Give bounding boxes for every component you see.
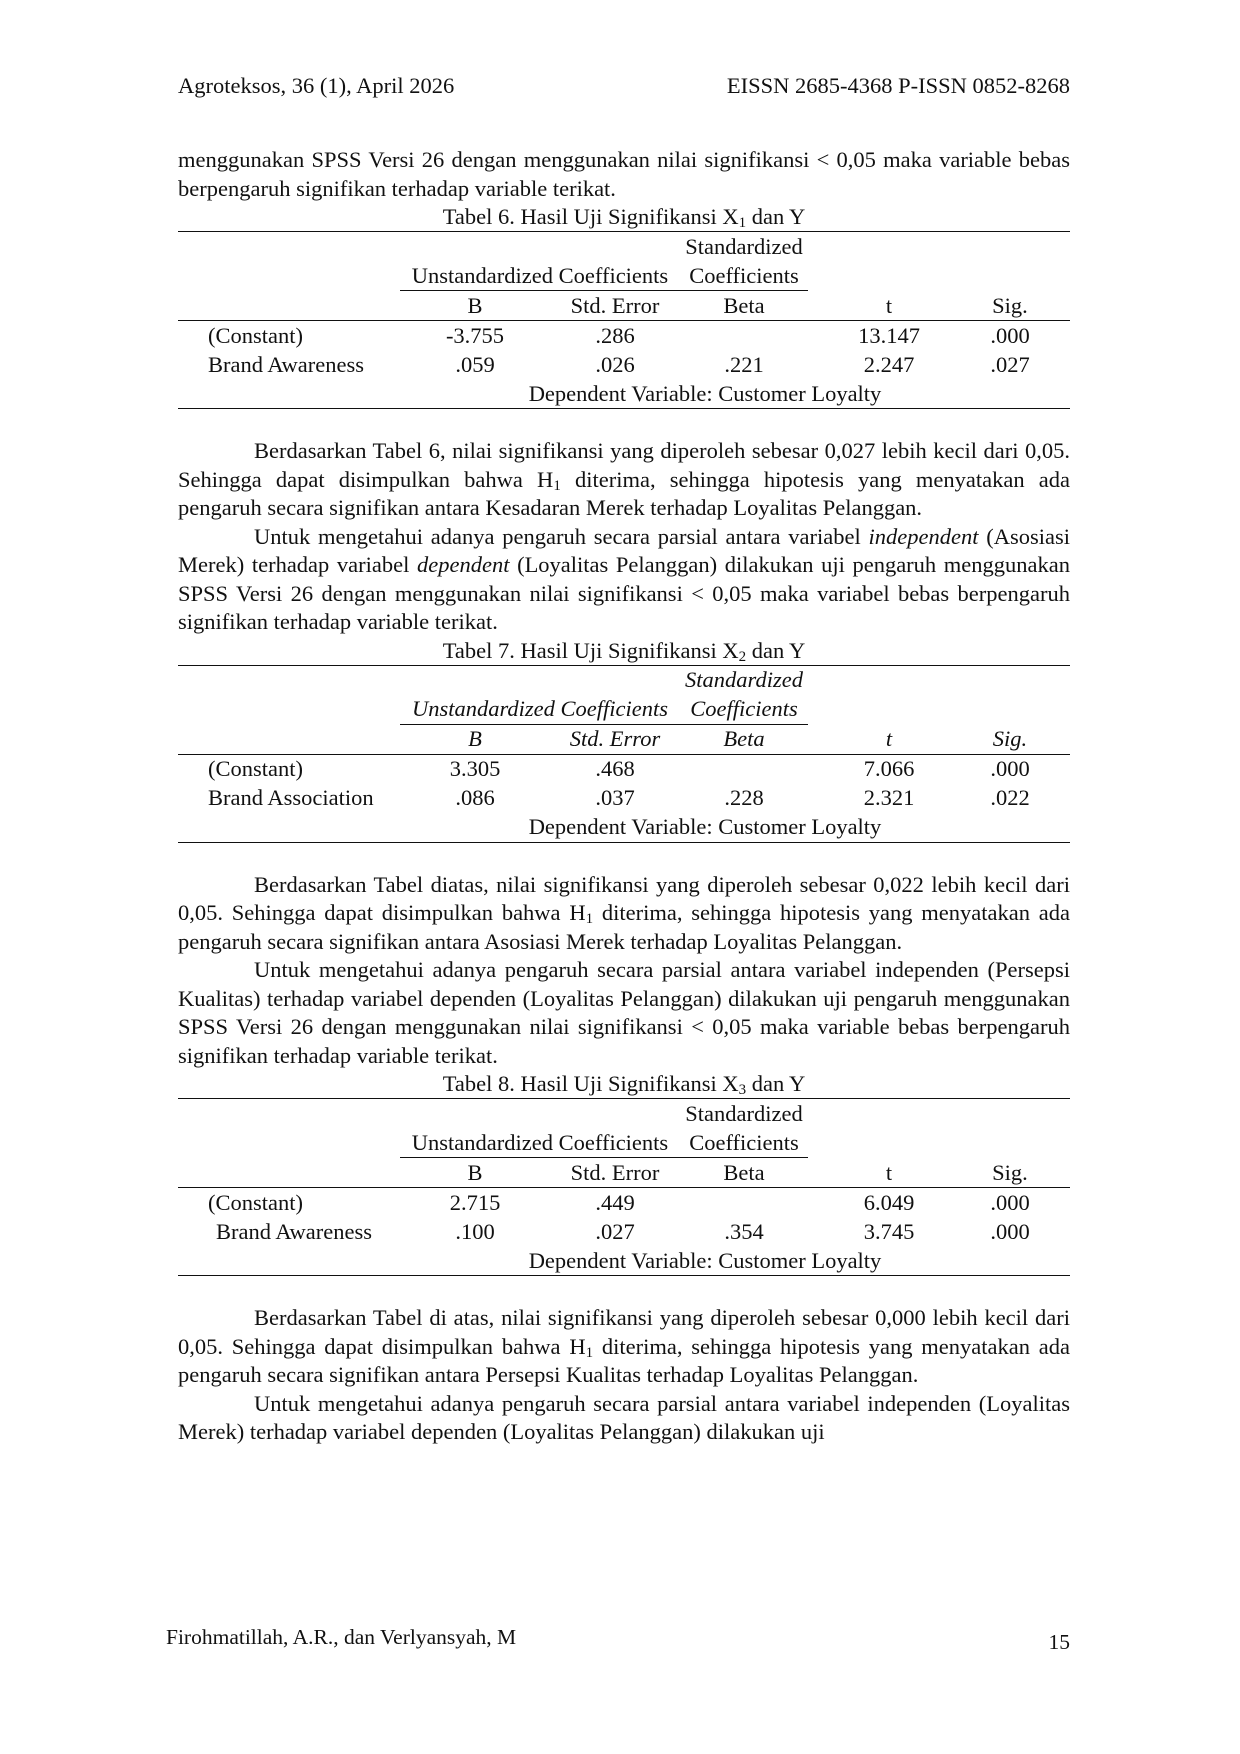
cell-b: .059 [455,351,495,377]
cell-beta [680,1188,808,1218]
cell-sig: .000 [990,322,1030,348]
col-sig: Sig. [950,724,1070,754]
table-column-headers [178,1158,1070,1188]
header-unstandardized-coefficients: Unstandardized Coefficients [400,1128,680,1158]
cell-beta [680,754,808,784]
col-sig: Sig. [950,1158,1070,1188]
table-footnote: Dependent Variable: Customer Loyalty [400,813,950,843]
cell-beta: .228 [724,785,764,810]
running-header-journal: Agroteksos, 36 (1), April 2026 [178,73,455,98]
col-beta: Beta [680,724,808,754]
cell-t: 7.066 [863,756,915,781]
col-std-error: Std. Error [550,291,680,321]
cell-std-error: .027 [595,1218,635,1244]
paragraph: Berdasarkan Tabel 6, nilai signifikansi yang diperoleh sebesar 0,027 lebih kecil dari 0,05. Sehingga dapat disimpulkan bahwa $H_1$ diterima, sehingga hipotesis yang menyatakan ada pengaruh secara signifikan antara Kesadaran Merek terhadap Loyalitas Pelanggan. [178,438,1070,520]
cell-std-error: .286 [595,322,635,348]
cell-beta: .221 [724,351,764,377]
col-std-error: Std. Error [550,1158,680,1188]
table-7 [178,665,1070,843]
cell-std-error: .449 [595,1189,635,1215]
table-6-caption: Tabel 6. Hasil Uji Signifikansi $X_1$ dan Y [442,204,806,231]
row-label: Brand Awareness [208,351,365,377]
header-unstandardized-coefficients: Unstandardized Coefficients [400,695,680,725]
col-beta: Beta [680,291,808,321]
col-beta: Beta [680,1158,808,1188]
table-footnote-row [178,813,1070,843]
table-row [178,784,1070,813]
cell-b: .086 [455,785,495,810]
cell-t: 13.147 [858,322,920,348]
cell-std-error: .037 [595,785,635,810]
table-column-headers [178,291,1070,321]
row-label: Brand Awareness [216,1218,373,1244]
paragraph: Berdasarkan Tabel diatas, nilai signifikansi yang diperoleh sebesar 0,022 lebih kecil dari 0,05. Sehingga dapat disimpulkan bahwa $H_1$ diterima, sehingga hipotesis yang menyatakan ada pengaruh secara signifikan antara Asosiasi Merek terhadap Loyalitas Pelanggan. [178,871,1070,954]
cell-sig: .022 [990,785,1030,810]
table-7-caption: Tabel 7. Hasil Uji Signifikansi $X_2$ dan Y [442,637,806,665]
table-footnote: Dependent Variable: Customer Loyalty [400,379,950,409]
row-label: (Constant) [208,756,303,781]
cell-sig: .000 [990,1218,1030,1244]
table-8-caption: Tabel 8. Hasil Uji Signifikansi $X_3$ dan Y [442,1071,806,1098]
cell-b: -3.755 [445,322,505,348]
row-label: (Constant) [208,322,303,348]
header-coefficients: Coefficients [680,1128,808,1158]
cell-b: .100 [455,1218,495,1244]
page-number: 15 [1048,1630,1070,1654]
cell-t: 6.049 [863,1189,915,1215]
cell-sig: .000 [990,756,1030,781]
page-content [178,146,1070,1447]
paragraph: Untuk mengetahui adanya pengaruh secara parsial antara variabel independen (Persepsi Kualitas) terhadap variabel dependen (Loyalitas Pelanggan) dilakukan uji pengaruh menggunakan SPSS Versi 26 dengan menggunakan nilai signifikansi < 0,05 maka variable bebas berpengaruh signifikan terhadap variable terikat. [178,957,1070,1068]
table-header-row [178,1128,1070,1158]
header-standardized: Standardized [680,665,808,695]
row-label: (Constant) [208,1189,303,1215]
header-standardized: Standardized [680,232,808,262]
table-6 [178,231,1070,409]
table-header-row [178,1099,1070,1129]
col-std-error: Std. Error [550,724,680,754]
table-footnote-row [178,379,1070,409]
cell-t: 2.321 [863,785,915,810]
cell-t: 2.247 [863,351,915,377]
paragraph: Untuk mengetahui adanya pengaruh secara parsial antara variabel independen (Loyalitas Merek) terhadap variabel dependen (Loyalitas Pelanggan) dilakukan uji [178,1390,1070,1444]
cell-t: 3.745 [863,1218,915,1244]
table-row [178,1217,1070,1246]
col-t: t [808,291,950,321]
footer-authors: Firohmatillah, A.R., dan Verlyansyah, M [166,1625,517,1649]
cell-b: 3.305 [449,756,501,781]
paragraph: Untuk mengetahui adanya pengaruh secara parsial antara variabel independent (Asosiasi Merek) terhadap variabel dependent (Loyalitas Pelanggan) dilakukan uji pengaruh menggunakan SPSS Versi 26 dengan menggunakan nilai signifikansi < 0,05 maka variabel bebas berpengaruh signifikan terhadap variable terikat. [178,523,1071,634]
table-row [178,350,1070,379]
table-row [178,754,1070,784]
table-header-row [178,232,1070,262]
cell-std-error: .468 [595,756,635,781]
table-row [178,1188,1070,1218]
cell-beta [680,321,808,351]
cell-beta: .354 [724,1218,764,1244]
col-b: B [400,1158,550,1188]
cell-sig: .027 [990,351,1030,377]
intro-paragraph: menggunakan SPSS Versi 26 dengan menggunakan nilai signifikansi < 0,05 maka variable bebas berpengaruh signifikan terhadap variable terikat. [178,147,1070,201]
cell-b: 2.715 [449,1189,501,1215]
table-header-row [178,665,1070,695]
cell-sig: .000 [990,1189,1030,1215]
table-header-row [178,261,1070,291]
header-coefficients: Coefficients [680,261,808,291]
col-b: B [400,724,550,754]
paragraph: Berdasarkan Tabel di atas, nilai signifikansi yang diperoleh sebesar 0,000 lebih kecil dari 0,05. Sehingga dapat disimpulkan bahwa $H_1$ diterima, sehingga hipotesis yang menyatakan ada pengaruh secara signifikan antara Persepsi Kualitas terhadap Loyalitas Pelanggan. [178,1305,1070,1387]
table-footnote: Dependent Variable: Customer Loyalty [400,1246,950,1276]
col-sig: Sig. [950,291,1070,321]
col-t: t [808,1158,950,1188]
col-t: t [808,724,950,754]
table-row [178,321,1070,351]
table-footnote-row [178,1246,1070,1276]
header-coefficients: Coefficients [680,695,808,725]
header-standardized: Standardized [680,1099,808,1129]
table-8 [178,1098,1070,1276]
table-header-row [178,695,1070,725]
table-column-headers [178,724,1070,754]
row-label: Brand Association [208,785,374,810]
header-unstandardized-coefficients: Unstandardized Coefficients [400,261,680,291]
running-header-issn: EISSN 2685-4368 P-ISSN 0852-8268 [726,73,1070,98]
cell-std-error: .026 [595,351,635,377]
col-b: B [400,291,550,321]
